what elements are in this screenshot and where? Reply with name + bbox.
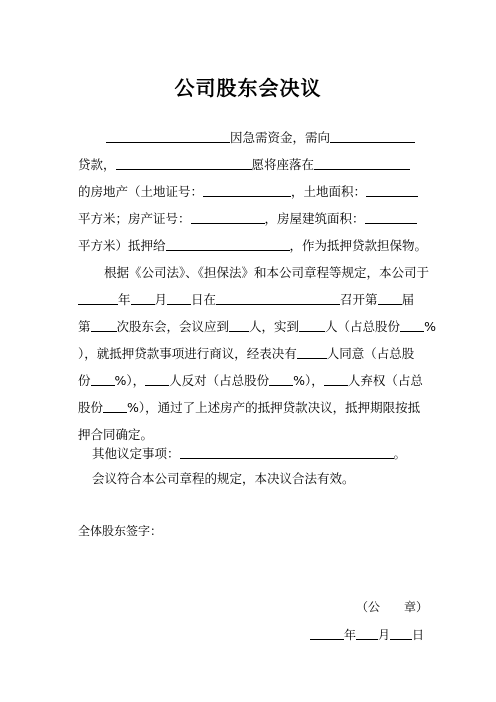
- blank-term[interactable]: [378, 292, 402, 305]
- blank-other-matters[interactable]: [180, 446, 394, 459]
- blank-company[interactable]: [106, 130, 230, 143]
- blank-attended-share[interactable]: [400, 319, 424, 332]
- blank-approve-share[interactable]: [91, 373, 115, 386]
- blank-oppose-share[interactable]: [269, 373, 293, 386]
- p1-line-1: 因急需资金，需向: [106, 130, 415, 146]
- blank-house-cert[interactable]: [191, 211, 265, 224]
- blank-attended[interactable]: [299, 319, 325, 332]
- p2-line-4: ），就抵押贷款事项进行商议，经表决有 人同意（占总股: [78, 346, 415, 361]
- p2-line-5: 份 %）， 人反对（占总股份 %）， 人弃权（占总: [78, 373, 423, 388]
- signature-label: 全体股东签字：: [78, 524, 163, 538]
- blank-sign-day[interactable]: [390, 627, 412, 640]
- blank-land-cert[interactable]: [203, 184, 291, 197]
- p1-line-3: 的房地产（土地证号： ，土地面积：: [78, 184, 418, 200]
- blank-approve-count[interactable]: [297, 346, 327, 359]
- blank-abstain-count[interactable]: [324, 373, 348, 386]
- blank-expected[interactable]: [229, 319, 249, 332]
- validity-statement: 会议符合本公司章程的规定，本决议合法有效。: [92, 471, 355, 486]
- p2-line-2: 年 月 日在 召开第 届: [78, 292, 414, 308]
- signature-date: 年 月 日: [310, 626, 424, 643]
- blank-building-area[interactable]: [365, 211, 417, 224]
- p2-line-6: 股份 %），通过了上述房产的抵押贷款决议，抵押期限按抵: [78, 400, 421, 415]
- blank-lender[interactable]: [330, 130, 415, 143]
- company-seal-label: （公 章）: [356, 600, 429, 614]
- document-title: 公司股东会决议: [174, 76, 322, 100]
- p1-line-4: 平方米；房产证号： ，房屋建筑面积：: [78, 211, 417, 227]
- p1-line-2: 贷款， 愿将座落在: [78, 157, 410, 173]
- blank-loan-amount[interactable]: [116, 157, 252, 170]
- blank-meeting-year[interactable]: [78, 292, 118, 305]
- blank-abstain-share[interactable]: [103, 400, 127, 413]
- blank-sign-month[interactable]: [356, 627, 378, 640]
- blank-sign-year[interactable]: [310, 627, 344, 640]
- p2-line-1: 根据《公司法》、《担保法》和本公司章程等规定，本公司于: [104, 265, 430, 280]
- blank-session[interactable]: [91, 319, 117, 332]
- blank-meeting-day[interactable]: [167, 292, 191, 305]
- blank-oppose-count[interactable]: [145, 373, 169, 386]
- blank-mortgagee[interactable]: [166, 238, 290, 251]
- p2-line-7: 押合同确定。: [78, 427, 154, 442]
- blank-meeting-place[interactable]: [216, 292, 340, 305]
- p1-line-5: 平方米）抵押给 ，作为抵押贷款担保物。: [78, 238, 428, 253]
- blank-meeting-month[interactable]: [131, 292, 155, 305]
- blank-land-area[interactable]: [366, 184, 418, 197]
- p2-line-3: 第 次股东会，会议应到 人，实到 人（占总股份 %: [78, 319, 436, 334]
- other-matters-line: 其他议定事项： 。: [92, 446, 407, 461]
- blank-location[interactable]: [314, 157, 410, 170]
